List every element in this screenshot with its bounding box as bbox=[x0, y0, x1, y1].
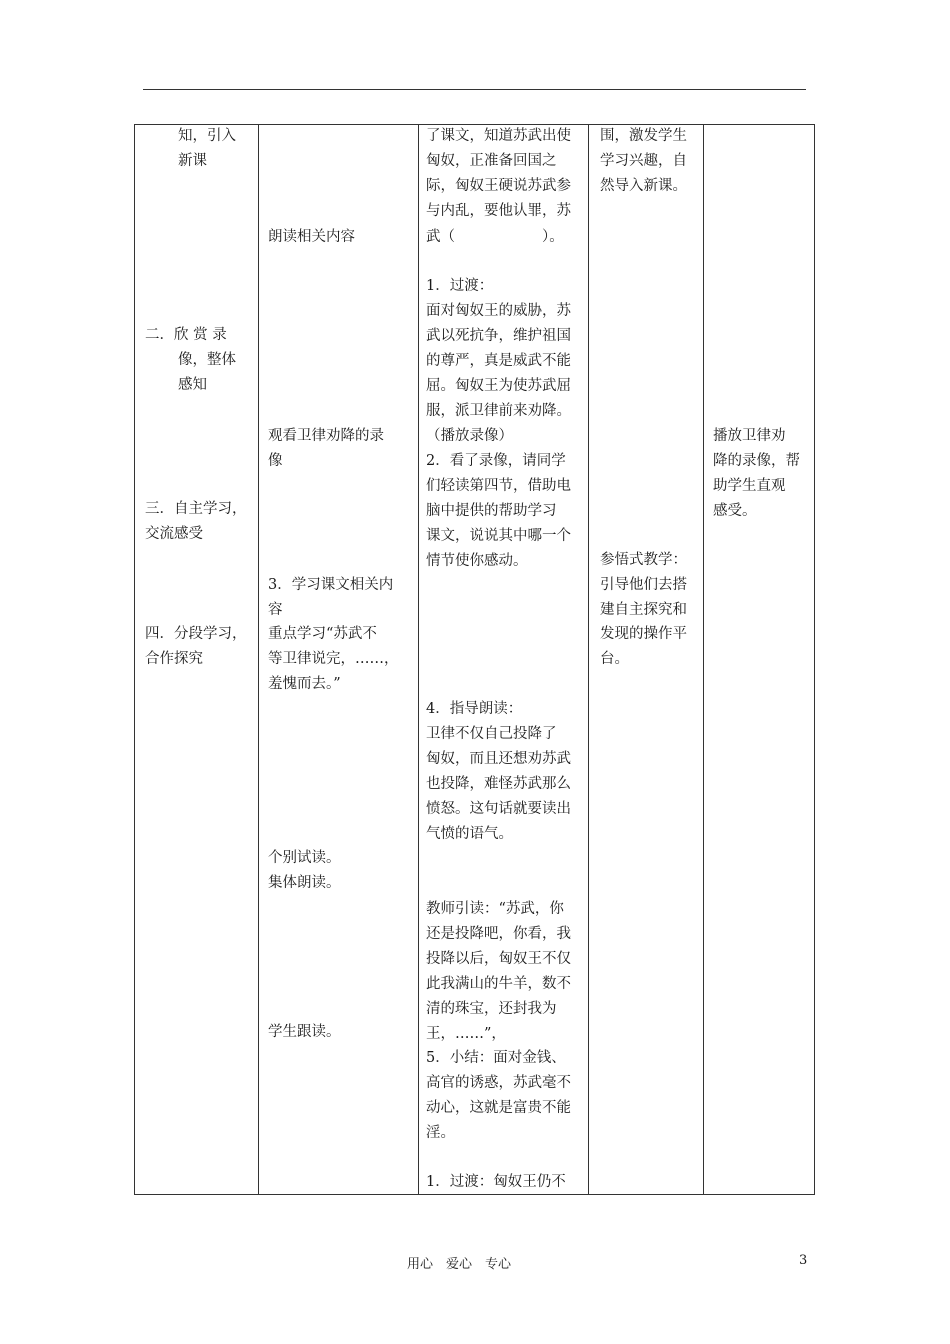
text-line: 王，……”， bbox=[426, 1026, 506, 1042]
text-line: 投降以后，匈奴王不仅 bbox=[426, 951, 571, 967]
text-line: 际，匈奴王硬说苏武参 bbox=[426, 178, 571, 194]
text-line: 情节使你感动。 bbox=[426, 553, 528, 569]
text-line: 容 bbox=[268, 602, 283, 618]
text-line: 然导入新课。 bbox=[600, 178, 687, 194]
text-line: 1．过渡： bbox=[426, 278, 494, 294]
text-line: 1．过渡：匈奴王仍不 bbox=[426, 1174, 566, 1190]
text-line: 等卫律说完，……， bbox=[268, 651, 399, 667]
text-line: 屈。匈奴王为使苏武屈 bbox=[426, 378, 571, 394]
text-line: 围，激发学生 bbox=[600, 128, 687, 144]
text-line: 匈奴，正准备回国之 bbox=[426, 153, 557, 169]
text-line: 动心，这就是富贵不能 bbox=[426, 1100, 571, 1116]
column-divider bbox=[418, 125, 419, 1194]
text-line: 面对匈奴王的威胁，苏 bbox=[426, 303, 571, 319]
text-line: 合作探究 bbox=[145, 651, 203, 667]
text-line: 台。 bbox=[600, 651, 629, 667]
page-number: 3 bbox=[799, 1253, 808, 1268]
text-line: 像，整体 bbox=[178, 352, 236, 368]
text-line: 匈奴，而且还想劝苏武 bbox=[426, 751, 571, 767]
text-line: 的尊严，真是威武不能 bbox=[426, 353, 571, 369]
text-line: 四．分段学习， bbox=[145, 626, 247, 642]
text-line: 重点学习“苏武不 bbox=[268, 626, 377, 642]
text-line: 5．小结：面对金钱、 bbox=[426, 1050, 566, 1066]
text-line: 教师引读：“苏武，你 bbox=[426, 901, 564, 917]
text-line: 观看卫律劝降的录 bbox=[268, 428, 384, 444]
text-line: 气愤的语气。 bbox=[426, 826, 513, 842]
text-line: 播放卫律劝 bbox=[713, 428, 786, 444]
column-divider bbox=[703, 125, 704, 1194]
text-line: 个别试读。 bbox=[268, 850, 341, 866]
text-line: 4．指导朗读： bbox=[426, 701, 523, 717]
text-line: 二．欣 赏 录 bbox=[145, 327, 227, 343]
text-line: （播放录像） bbox=[426, 428, 513, 444]
text-line: 还是投降吧，你看，我 bbox=[426, 926, 571, 942]
text-line: 清的珠宝，还封我为 bbox=[426, 1001, 557, 1017]
column-divider bbox=[258, 125, 259, 1194]
text-line: 建自主探究和 bbox=[600, 602, 687, 618]
text-line: 此我满山的牛羊，数不 bbox=[426, 976, 571, 992]
text-line: 卫律不仅自己投降了 bbox=[426, 726, 557, 742]
text-line: 了课文，知道苏武出使 bbox=[426, 128, 571, 144]
text-line: 脑中提供的帮助学习 bbox=[426, 503, 557, 519]
text-line: 新课 bbox=[178, 153, 207, 169]
text-line: 发现的操作平 bbox=[600, 626, 687, 642]
column-divider bbox=[588, 125, 589, 1194]
text-line: 感知 bbox=[178, 377, 207, 393]
text-line: 学生跟读。 bbox=[268, 1024, 341, 1040]
text-line: 学习兴趣，自 bbox=[600, 153, 687, 169]
text-line: 课文，说说其中哪一个 bbox=[426, 528, 571, 544]
text-line: 与内乱，要他认罪，苏 bbox=[426, 203, 571, 219]
text-line: 高官的诱惑，苏武毫不 bbox=[426, 1075, 571, 1091]
text-line: 也投降，难怪苏武那么 bbox=[426, 776, 571, 792]
text-line: 们轻读第四节，借助电 bbox=[426, 478, 571, 494]
text-line: 2．看了录像，请同学 bbox=[426, 453, 566, 469]
text-line: 三．自主学习， bbox=[145, 501, 247, 517]
text-line: 助学生直观 bbox=[713, 478, 786, 494]
text-line: 像 bbox=[268, 453, 283, 469]
text-line: 引导他们去搭 bbox=[600, 577, 687, 593]
text-line: 知，引入 bbox=[178, 128, 236, 144]
text-line: 3．学习课文相关内 bbox=[268, 577, 394, 593]
text-line: 武以死抗争，维护祖国 bbox=[426, 328, 571, 344]
text-line: 羞愧而去。” bbox=[268, 676, 341, 692]
text-line: 淫。 bbox=[426, 1125, 455, 1141]
text-line: 朗读相关内容 bbox=[268, 229, 355, 245]
text-line: 服，派卫律前来劝降。 bbox=[426, 403, 571, 419]
text-line: 武（ ）。 bbox=[426, 229, 564, 245]
text-line: 交流感受 bbox=[145, 526, 203, 542]
header-rule bbox=[143, 89, 806, 90]
text-line: 集体朗读。 bbox=[268, 875, 341, 891]
text-line: 降的录像，帮 bbox=[713, 453, 800, 469]
text-line: 感受。 bbox=[713, 503, 757, 519]
footer-motto: 用心 爱心 专心 bbox=[407, 1257, 512, 1272]
text-line: 参悟式教学： bbox=[600, 552, 687, 568]
text-line: 愤怒。这句话就要读出 bbox=[426, 801, 571, 817]
